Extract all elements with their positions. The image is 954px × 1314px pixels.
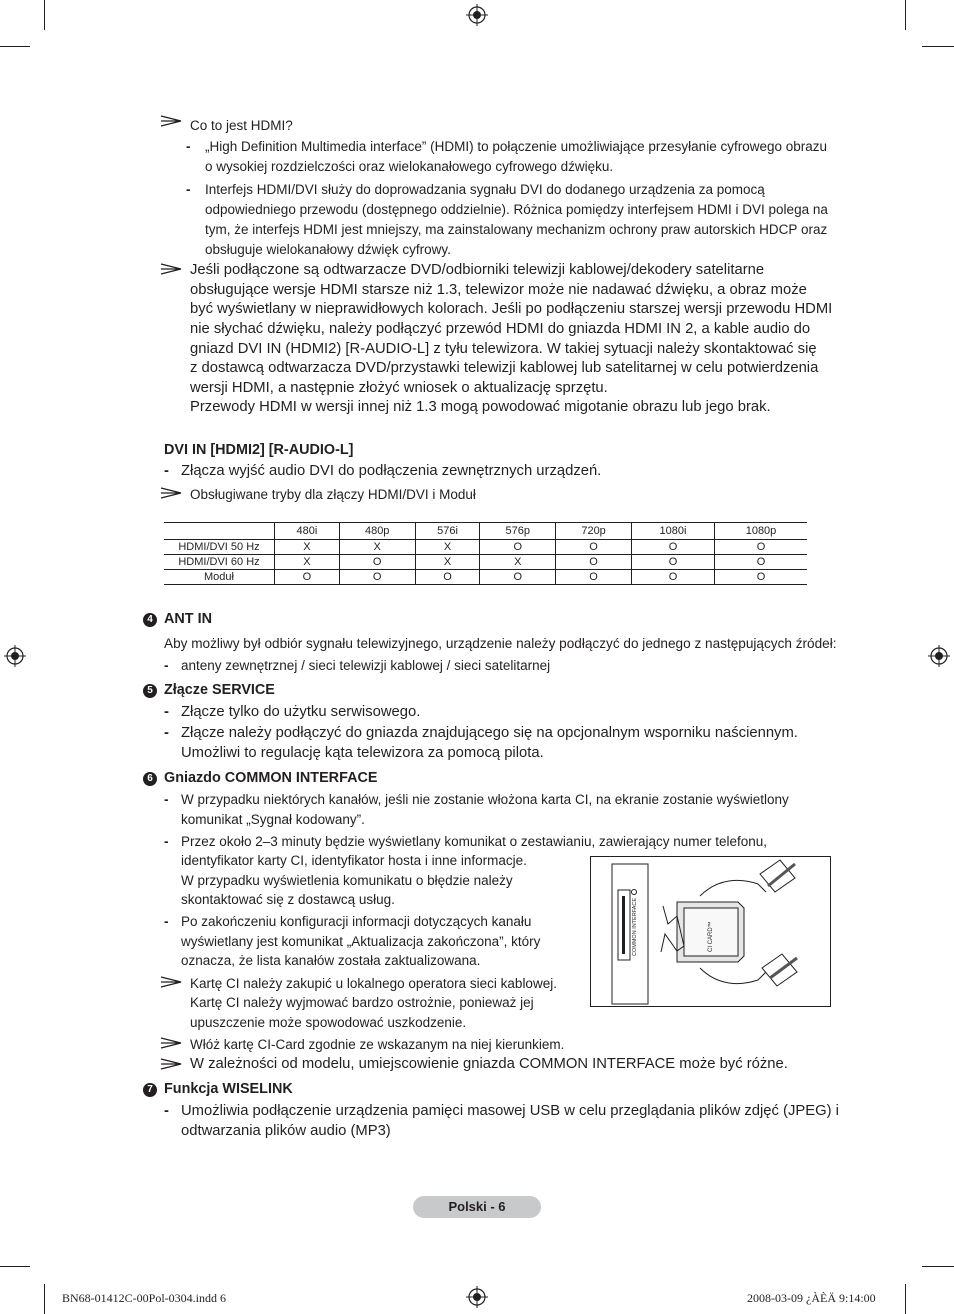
bullet-dash: - xyxy=(164,834,169,849)
ant-heading: ANT IN xyxy=(164,611,212,627)
table-cell: O xyxy=(556,570,632,585)
hdmi-item2-line: obsługuje wielokanałowy dźwięk cyfrowy. xyxy=(205,242,451,257)
table-row xyxy=(164,570,807,585)
dvd-note-line: obsługujące wersje HDMI starsze niż 1.3, telewizor może nie nadawać dźwięku, a obraz może xyxy=(190,282,807,298)
table-header-row xyxy=(164,523,807,540)
hdmi-item2-line: odpowiedniego przewodu (dostępnego oddzielnie). Różnica pomiędzy interfejsem HDMI i DVI polega na xyxy=(205,202,828,217)
table-header-cell: 480p xyxy=(339,523,415,540)
dvd-note-line: nie słychać dźwięku, należy podłączyć przewód HDMI do gniazda HDMI IN 2, a kable audio do xyxy=(190,321,811,337)
crop-mark xyxy=(922,1266,954,1267)
registration-mark-icon xyxy=(466,4,488,26)
bullet-dash: - xyxy=(164,704,169,720)
ci-item2-line: identyfikator karty CI, identyfikator hosta i inne informacje. xyxy=(181,853,527,868)
table-cell: O xyxy=(415,570,480,585)
dvi-heading: DVI IN [HDMI2] [R-AUDIO-L] xyxy=(164,442,354,458)
dvd-note-line: Jeśli podłączone są odtwarzacze DVD/odbiorniki telewizji kablowej/dekodery satelitarne xyxy=(190,262,765,278)
crop-mark xyxy=(0,46,30,47)
service-item1: Złącze tylko do użytku serwisowego. xyxy=(181,704,421,720)
table-cell: O xyxy=(715,540,808,555)
bullet-dash: - xyxy=(164,725,169,741)
crop-mark xyxy=(905,0,906,30)
hdmi-item1-line: „High Definition Multimedia interface” (HDMI) to połączenie umożliwiające przesyłanie cyfrowego obrazu xyxy=(205,139,828,154)
bullet-dash: - xyxy=(186,182,191,197)
table-cell: X xyxy=(415,555,480,570)
wiselink-item-line: Umożliwia podłączenie urządzenia pamięci masowej USB w celu przeglądania plików zdjęć (JPEG) i xyxy=(181,1103,839,1119)
hdmi-item1-line: o wysokiej rozdzielczości oraz wielokanałowego cyfrowego dźwięku. xyxy=(205,159,614,174)
dvd-note-line: z dostawcą odtwarzacza DVD/przystawki telewizji kablowej lub satelitarnej w celu potwierdzenia xyxy=(190,360,819,376)
table-cell: O xyxy=(339,555,415,570)
note-arrow-icon xyxy=(160,1036,182,1050)
table-cell: O xyxy=(556,540,632,555)
wiselink-item-line: odtwarzania plików audio (MP3) xyxy=(181,1123,391,1139)
table-cell: X xyxy=(339,540,415,555)
crop-mark xyxy=(44,0,45,30)
table-cell: O xyxy=(715,570,808,585)
bullet-dash: - xyxy=(164,658,169,673)
ci-item2-line: W przypadku wyświetlenia komunikatu o błędzie należy xyxy=(181,873,513,888)
bullet-dash: - xyxy=(164,914,169,929)
table-cell: O xyxy=(480,570,556,585)
dvd-note-line: być wyświetlany w nieprawidłowych kolorach. Jeśli po podłączeniu starszej wersji przewodu HDMI xyxy=(190,301,833,317)
note-arrow-icon xyxy=(160,262,182,276)
dvi-item: Złącza wyjść audio DVI do podłączenia zewnętrznych urządzeń. xyxy=(181,463,602,479)
table-cell: O xyxy=(631,555,714,570)
table-cell: O xyxy=(556,555,632,570)
table-cell: Moduł xyxy=(164,570,275,585)
service-item2-line: Złącze należy podłączyć do gniazda znajdującego się na opcjonalnym wsporniku naściennym. xyxy=(181,725,798,741)
section-number-badge: 7 xyxy=(143,1083,157,1097)
table-cell: HDMI/DVI 50 Hz xyxy=(164,540,275,555)
table-cell: O xyxy=(339,570,415,585)
hdmi-item2-line: Interfejs HDMI/DVI służy do doprowadzania sygnału DVI do dodanego urządzenia za pomocą xyxy=(205,182,765,197)
bullet-dash: - xyxy=(164,1103,169,1119)
ci-item3-line: wyświetlany jest komunikat „Aktualizacja zakończona”, który xyxy=(181,934,541,949)
dvd-note-line: Przewody HDMI w wersji innej niż 1.3 mogą powodować migotanie obrazu lub jego brak. xyxy=(190,399,771,415)
table-header-cell: 480i xyxy=(275,523,340,540)
service-heading: Złącze SERVICE xyxy=(164,682,275,698)
registration-mark-icon xyxy=(928,645,950,667)
ci-note1-line: Kartę CI należy wyjmować bardzo ostrożnie, ponieważ jej xyxy=(190,995,534,1010)
wiselink-heading: Funkcja WISELINK xyxy=(164,1081,293,1097)
page-number-label: Polski - 6 xyxy=(413,1196,541,1218)
ci-card-figure xyxy=(590,856,831,1007)
dvi-note: Obsługiwane tryby dla złączy HDMI/DVI i Moduł xyxy=(190,487,476,502)
hdmi-note-title: Co to jest HDMI? xyxy=(190,118,293,133)
ci-note1-line: Kartę CI należy zakupić u lokalnego operatora sieci kablowej. xyxy=(190,976,557,991)
table-header-cell: 576p xyxy=(480,523,556,540)
note-arrow-icon xyxy=(160,114,182,128)
bullet-dash: - xyxy=(186,139,191,154)
ci-note1-line: upuszczenie może spowodować uszkodzenie. xyxy=(190,1015,467,1030)
crop-mark xyxy=(922,46,954,47)
ant-text: Aby możliwy był odbiór sygnału telewizyjnego, urządzenie należy podłączyć do jednego z następujących źródeł: xyxy=(164,636,837,651)
ci-item1-line: komunikat „Sygnał kodowany”. xyxy=(181,812,365,827)
table-cell: O xyxy=(631,570,714,585)
ci-heading: Gniazdo COMMON INTERFACE xyxy=(164,770,378,786)
bullet-dash: - xyxy=(164,463,169,479)
table-cell: O xyxy=(715,555,808,570)
section-number-badge: 4 xyxy=(143,613,157,627)
ant-item: anteny zewnętrznej / sieci telewizji kablowej / sieci satelitarnej xyxy=(181,658,551,673)
ci-item3-line: oznacza, że lista kanałów została zaktualizowana. xyxy=(181,953,481,968)
table-header-cell: 1080p xyxy=(715,523,808,540)
ci-item2-line: skontaktować się z dostawcą usług. xyxy=(181,892,395,907)
crop-mark xyxy=(44,1284,45,1314)
section-number-badge: 5 xyxy=(143,684,157,698)
footer-file-info: BN68-01412C-00Pol-0304.indd 6 xyxy=(62,1291,227,1305)
registration-mark-icon xyxy=(4,645,26,667)
section-number-badge: 6 xyxy=(143,772,157,786)
note-arrow-icon xyxy=(160,1057,182,1071)
bullet-dash: - xyxy=(164,792,169,807)
table-cell: X xyxy=(415,540,480,555)
ci-item3-line: Po zakończeniu konfiguracji informacji dotyczących kanału xyxy=(181,914,532,929)
ci-note2: Włóż kartę CI-Card zgodnie ze wskazanym na niej kierunkiem. xyxy=(190,1037,565,1052)
table-header-cell: 720p xyxy=(556,523,632,540)
hdmi-item2-line: tym, że interfejs HDMI jest mniejszy, ma zainstalowany mechanizm ochrony praw autorskich HDCP oraz xyxy=(205,222,828,237)
footer-timestamp: 2008-03-09 ¿ÀÈÄ 9:14:00 xyxy=(747,1291,876,1305)
ci-item1-line: W przypadku niektórych kanałów, jeśli nie zostanie włożona karta CI, na ekranie zostanie wyświetlony xyxy=(181,792,789,807)
table-cell: X xyxy=(275,555,340,570)
card-label: CI CARD™ xyxy=(708,921,714,952)
dvd-note-line: wersji HDMI, a następnie złożyć wniosek o aktualizację sprzętu. xyxy=(190,380,608,396)
table-header-cell: 1080i xyxy=(631,523,714,540)
note-arrow-icon xyxy=(160,975,182,989)
table-cell: O xyxy=(480,540,556,555)
table-cell: X xyxy=(275,540,340,555)
slot-label: COMMON INTERFACE xyxy=(632,897,638,956)
table-row xyxy=(164,540,807,555)
table-row xyxy=(164,555,807,570)
crop-mark xyxy=(0,1266,30,1267)
note-arrow-icon xyxy=(160,486,182,500)
crop-mark xyxy=(905,1284,906,1314)
service-item2-line: Umożliwi to regulację kąta telewizora za pomocą pilota. xyxy=(181,745,544,761)
ci-item2-line: Przez około 2–3 minuty będzie wyświetlany komunikat o zestawianiu, zawierający numer telefonu, xyxy=(181,834,768,849)
table-header-cell xyxy=(164,523,275,540)
table-cell: X xyxy=(480,555,556,570)
table-header-cell: 576i xyxy=(415,523,480,540)
ci-note3: W zależności od modelu, umiejscowienie gniazda COMMON INTERFACE może być różne. xyxy=(190,1056,788,1072)
dvd-note-line: gniazd DVI IN (HDMI2) [R-AUDIO-L] z tyłu telewizora. W takiej sytuacji należy skontaktować się xyxy=(190,341,817,357)
table-cell: O xyxy=(631,540,714,555)
table-cell: O xyxy=(275,570,340,585)
table-cell: HDMI/DVI 60 Hz xyxy=(164,555,275,570)
registration-mark-icon xyxy=(466,1286,488,1308)
modes-table xyxy=(164,522,807,585)
